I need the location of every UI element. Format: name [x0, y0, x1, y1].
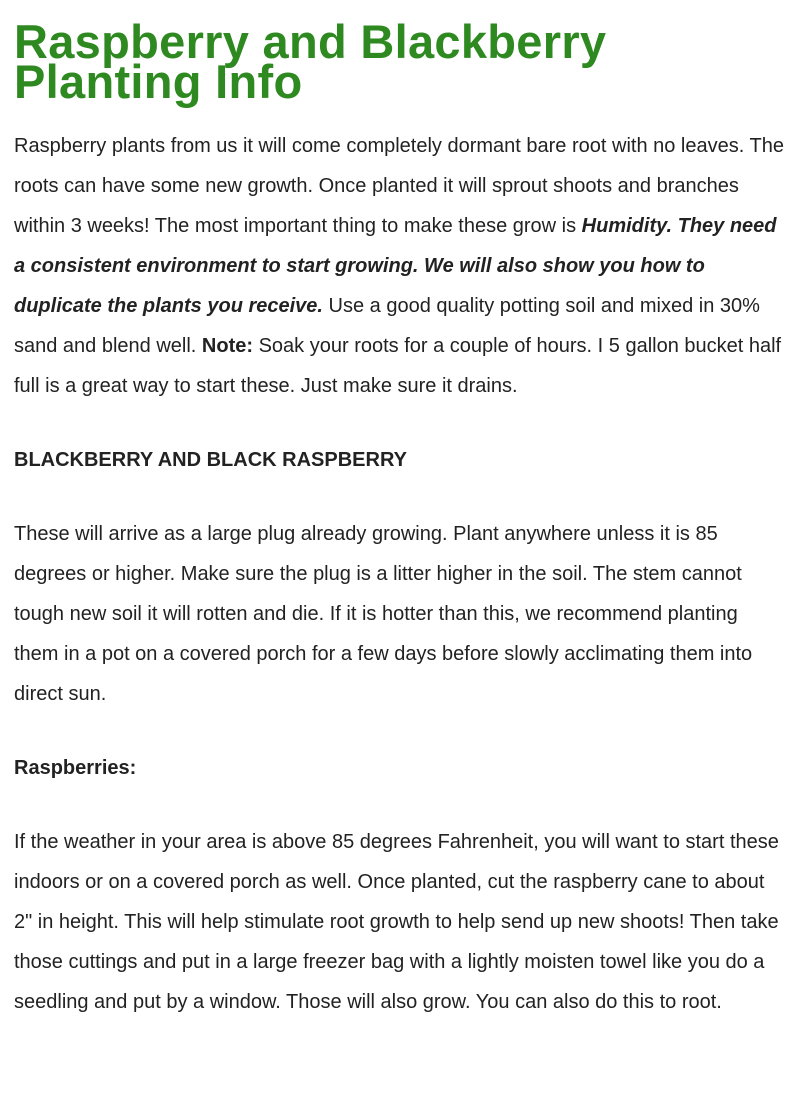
spacer: [14, 406, 786, 440]
intro-emphasis: Humidity. They need a consistent environment to start growing. We will also show you how to duplicate the plants you receive.: [14, 215, 777, 317]
blackberry-heading: BLACKBERRY AND BLACK RASPBERRY: [14, 449, 407, 471]
blackberry-paragraph: These will arrive as a large plug already growing. Plant anywhere unless it is 85 degrees or higher. Make sure the plug is a litter higher in the soil. The stem cannot tough new soil it will rotten and die. If it is hotter than this, we recommend planting them in a pot on a covered porch for a few days before slowly acclimating them into direct sun.: [14, 523, 753, 705]
raspberries-heading: Raspberries:: [14, 757, 137, 779]
note-label: Note:: [201, 335, 254, 357]
page-title: [14, 14, 786, 126]
spacer: [14, 714, 786, 748]
raspberries-paragraph: If the weather in your area is above 85 degrees Fahrenheit, you will want to start these indoors or on a covered porch as well. Once planted, cut the raspberry cane to about 2" in height. This will help stimulate root growth to help send up new shoots! Then take those cuttings and put in a large freezer bag with a lightly moisten towel like you do a seedling and put by a window. Those will also grow. You can also do this to root.: [14, 831, 779, 1013]
page-title-line-2: Planting Info: [14, 55, 303, 108]
intro-text-3: Soak your roots for a couple of hours. I 5 gallon bucket half full is a great way to start these. Just make sure it drains.: [14, 335, 782, 397]
intro-text-2: Use a good quality potting soil and mixed in 30% sand and blend well.: [14, 295, 760, 357]
spacer: [14, 480, 786, 514]
intro-paragraph: [14, 126, 786, 406]
page-title-line-1: Raspberry and Blackberry: [14, 15, 607, 68]
spacer: [14, 788, 786, 822]
intro-text-1: Raspberry plants from us it will come completely dormant bare root with no leaves. The roots can have some new growth. Once planted it will sprout shoots and branches within 3 weeks! The most important thing to make these grow is: [14, 135, 784, 237]
